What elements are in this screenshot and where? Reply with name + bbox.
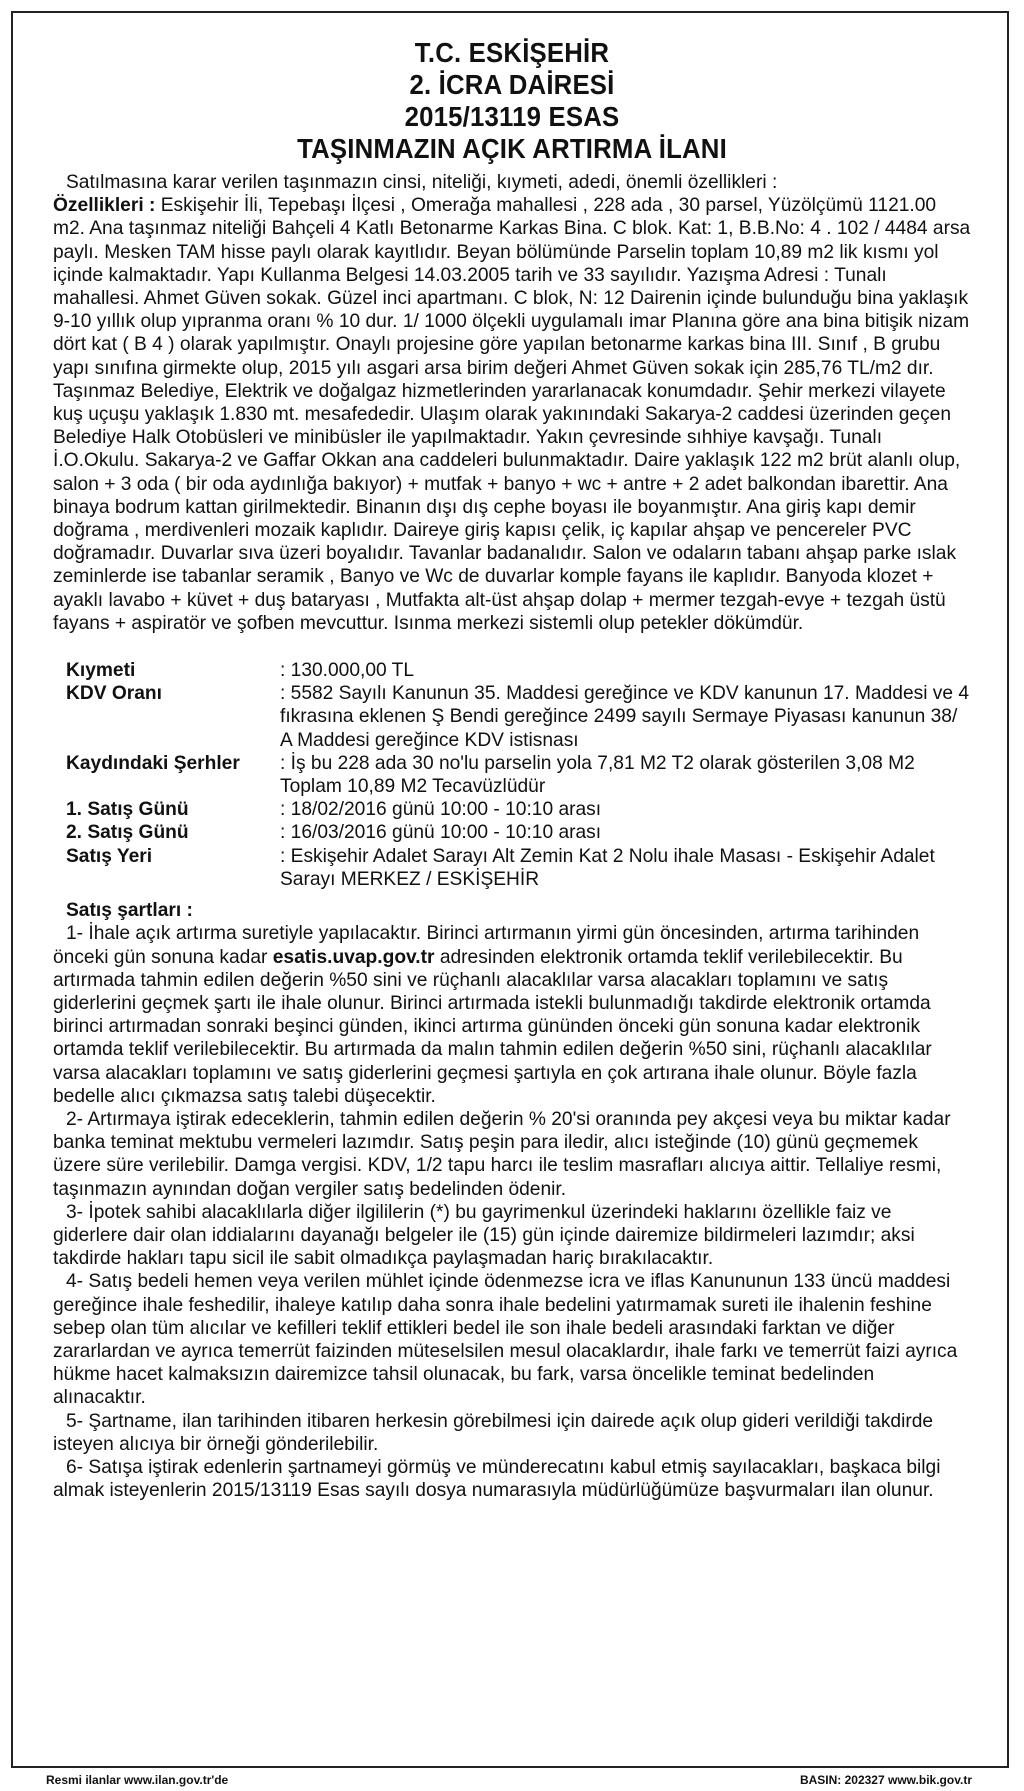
- info-label: Kaydındaki Şerhler: [66, 752, 240, 774]
- condition-4: 4- Satış bedeli hemen veya verilen mühlet içinde ödenmezse icra ve iflas Kanununun 133 üncü maddesi gereğince ihale feshedilir, ihaleye katılıp daha sonra ihale bedelini yatırmamak sureti ile ihalenin feshine sebep olan tüm alıcılar ve kefilleri teklif ettikleri bedel ile son ihale bedeli arasındaki farktan ve diğer zararlardan ve ayrıca temerrüt faizinden müteselsilen mesul olacaklardır, ihale farkı ve temerrüt faizi ayrıca hükme hacet kalmaksızın dairemizce tahsil olunacak, bu fark, varsa öncelikle teminat bedelinden alınacaktır.: [53, 1271, 958, 1409]
- header-case-number: 2015/13119 ESAS: [404, 101, 620, 132]
- header-notice-title: TAŞINMAZIN AÇIK ARTIRMA İLANI: [297, 133, 727, 164]
- info-label: KDV Oranı: [66, 683, 162, 705]
- footer-left-link[interactable]: Resmi ilanlar www.ilan.gov.tr'de: [46, 1773, 229, 1787]
- sale-info: [53, 659, 971, 891]
- info-value: : 18/02/2016 günü 10:00 - 10:10 arası: [280, 799, 602, 821]
- footer-right-link[interactable]: BASIN: 202327 www.bik.gov.tr: [799, 1773, 972, 1787]
- info-value: : 130.000,00 TL: [280, 660, 415, 682]
- info-value: : İş bu 228 ada 30 no'lu parselin yola 7,81 M2 T2 olarak gösterilen 3,08 M2 Toplam 10,89 M2 Tecavüzlüdür: [280, 752, 915, 798]
- condition-1: [53, 922, 971, 1108]
- info-row-first-sale-day: [53, 798, 971, 821]
- condition-5: 5- Şartname, ilan tarihinden itibaren herkesin görebilmesi için dairede açık olup gideri verildiği takdirde isteyen alıcıya bir örneği gönderilebilir.: [53, 1410, 934, 1455]
- condition-3: 3- İpotek sahibi alacaklılarla diğer ilgililerin (*) bu gayrimenkul üzerindeki haklarını özellikle faiz ve giderlere dair olan iddialarını dayanağı belgeler ile (15) gün içinde dairemize bildirmeleri lazımdır; aksi takdirde hakları tapu sicil ile sabit olmadıkça paylaşmadan hariç bırakılacaktır.: [53, 1201, 915, 1270]
- info-label: 1. Satış Günü: [66, 799, 189, 821]
- features-text: Eskişehir İli, Tepebaşı İlçesi , Omerağa mahallesi , 228 ada , 30 parsel, Yüzölçümü 1121.00 m2. Ana taşınmaz niteliği Bahçeli 4 Katlı Betonarme Karkas Bina. C blok. Kat: 1, B.B.No: 4 . 102 / 4484 arsa paylı. Mesken TAM hisse paylı olarak kayıtlıdır. Beyan bölümünde Parselin toplam 10,89 m2 lik kısmı yol içinde kalmaktadır. Yapı Kullanma Belgesi 14.03.2005 tarih ve 33 sayılıdır. Yazışma Adresi : Tunalı mahallesi. Ahmet Güven sokak. Güzel inci apartmanı. C blok, N: 12 Dairenin içinde bulunduğu bina yaklaşık 9-10 yıllık olup yıpranma oranı % 10 dur. 1/ 1000 ölçekli uygulamalı imar Planına göre ana bina bitişik nizam dört kat ( B 4 ) olarak yapılmıştır. Onaylı projesine göre yapılan betonarme karkas bina III. Sınıf , B grubu yapı sınıfına girmekte olup, 2015 yılı asgari arsa birim değeri Ahmet Güven sokak için 285,76 TL/m2 dır. Taşınmaz Belediye, Elektrik ve doğalgaz hizmetlerinden yararlanacak konumdadır. Şehir merkezi vilayete kuş uçuşu yaklaşık 1.830 mt. mesafededir. Ulaşım olarak yakınındaki Sakarya-2 caddesi üzerinden geçen Belediye Halk Otobüsleri ve minibüsler ile yapılmaktadır. Yakın çevresinde sıhhiye kavşağı. Tunalı İ.O.Okulu. Sakarya-2 ve Gaffar Okkan ana caddeleri bulunmaktadır. Daire yaklaşık 122 m2 brüt alanlı olup, salon + 3 oda ( bir oda aydınlığa bakıyor) + mutfak + banyo + wc + antre + 2 adet balkondan ibarettir. Ana binaya bodrum kattan girilmektedir. Binanın dışı dış cephe boyası ile boyanmıştır. Ana giriş kapı demir doğrama , merdivenleri mozaik kaplıdır. Daireye giriş kapısı çelik, iç kapılar ahşap ve pencereler PVC doğramadır. Duvarlar sıva üzeri boyalıdır. Tavanlar badanalıdır. Salon ve odaların tabanı ahşap parke ıslak zeminlerde ise tabanlar seramik , Banyo ve Wc de duvarlar komple fayans ile kaplıdır. Banyoda klozet + ayaklı lavabo + küvet + duş bataryası , Mutfakta alt-üst ahşap dolap + mermer tezgah-evye + tezgah üstü fayans + aspiratör ve şofben mevcuttur. Isınma merkezi sistemli olup petekler dökümdür.: [53, 195, 971, 634]
- info-label: Kıymeti: [66, 660, 136, 682]
- condition-6: 6- Satışa iştirak edenlerin şartnameyi görmüş ve münderecatını kabul etmiş sayılacakları, başkaca bilgi almak isteyenlerin 2015/13119 Esas sayılı dosya numarasıyla müdürlüğümüze başvurmaları ilan olunur.: [53, 1456, 941, 1502]
- intro-line: Satılmasına karar verilen taşınmazın cinsi, niteliği, kıymeti, adedi, önemli özellikleri :: [66, 172, 778, 193]
- notice-content: [53, 25, 971, 1502]
- features-paragraph: [53, 194, 971, 635]
- header-province: T.C. ESKİŞEHİR: [414, 37, 610, 68]
- property-description: [53, 171, 971, 635]
- condition-1-end: adresinden elektronik ortamda teklif verilebilecektir. Bu artırmada tahmin edilen değerin %50 sini ve rüçhanlı alacaklılar varsa alacakları toplamını ve satış giderlerini geçmek şartı ile ihale olunur. Birinci artırmada istekli bulunmadığı takdirde elektronik ortamda birinci artırmadan sonraki beşinci günden, ikinci artırma gününden önceki gün sonuna kadar elektronik ortamda teklif verilebilecektir. Bu artırmada da malın tahmin edilen değerin %50 sini, rüçhanlı alacaklılar varsa alacakları toplamını ve satış giderlerini geçmesi şartıyla en çok artırana ihale olunur. Böyle fazla bedelle alıcı çıkmazsa satış talebi düşecektir.: [53, 946, 932, 1107]
- info-row-vat: [53, 682, 971, 752]
- condition-1-start: 1- İhale açık artırma suretiyle yapılacaktır. Birinci artırmanın yirmi gün öncesinden, artırma tarihinden önceki gün sonuna kadar: [53, 923, 920, 968]
- notice-header: [53, 37, 971, 165]
- info-value: : 5582 Sayılı Kanunun 35. Maddesi gereğince ve KDV kanunun 17. Maddesi ve 4 fıkrasına eklenen Ş Bendi gereğince 2499 sayılı Sermaye Piyasası kanunun 38/ A Maddesi gereğince KDV istisnası: [280, 683, 970, 751]
- notice-footer: [46, 1773, 972, 1787]
- info-label: Satış Yeri: [66, 845, 153, 867]
- condition-2: 2- Artırmaya iştirak edeceklerin, tahmin edilen değerin % 20'si oranında pey akçesi veya bu miktar kadar banka teminat mektubu vermeleri lazımdır. Satış peşin para iledir, alıcı isteğinde (10) günü geçmemek üzere süre verilebilir. Damga vergisi. KDV, 1/2 tapu harcı ile teslim masrafları alıcıya aittir. Tellaliye resmi, taşınmazın aynından doğan vergiler satış bedelinden ödenir.: [53, 1108, 951, 1200]
- notice-frame: [11, 11, 1009, 1768]
- info-value: : 16/03/2016 günü 10:00 - 10:10 arası: [280, 822, 602, 844]
- info-value: : Eskişehir Adalet Sarayı Alt Zemin Kat 2 Nolu ihale Masası - Eskişehir Adalet Sarayı MERKEZ / ESKİŞEHİR: [280, 845, 935, 890]
- header-office: 2. İCRA DAİRESİ: [409, 69, 615, 100]
- info-row-annotations: [53, 752, 971, 798]
- esatis-link[interactable]: esatis.uvap.gov.tr: [272, 946, 435, 968]
- info-row-value: [53, 659, 971, 682]
- conditions-heading: Satış şartları :: [66, 900, 193, 922]
- sale-conditions: [53, 899, 971, 1502]
- info-row-second-sale-day: [53, 821, 971, 844]
- info-label: 2. Satış Günü: [66, 822, 189, 844]
- info-row-sale-place: [53, 845, 971, 891]
- features-label: Özellikleri :: [53, 195, 156, 217]
